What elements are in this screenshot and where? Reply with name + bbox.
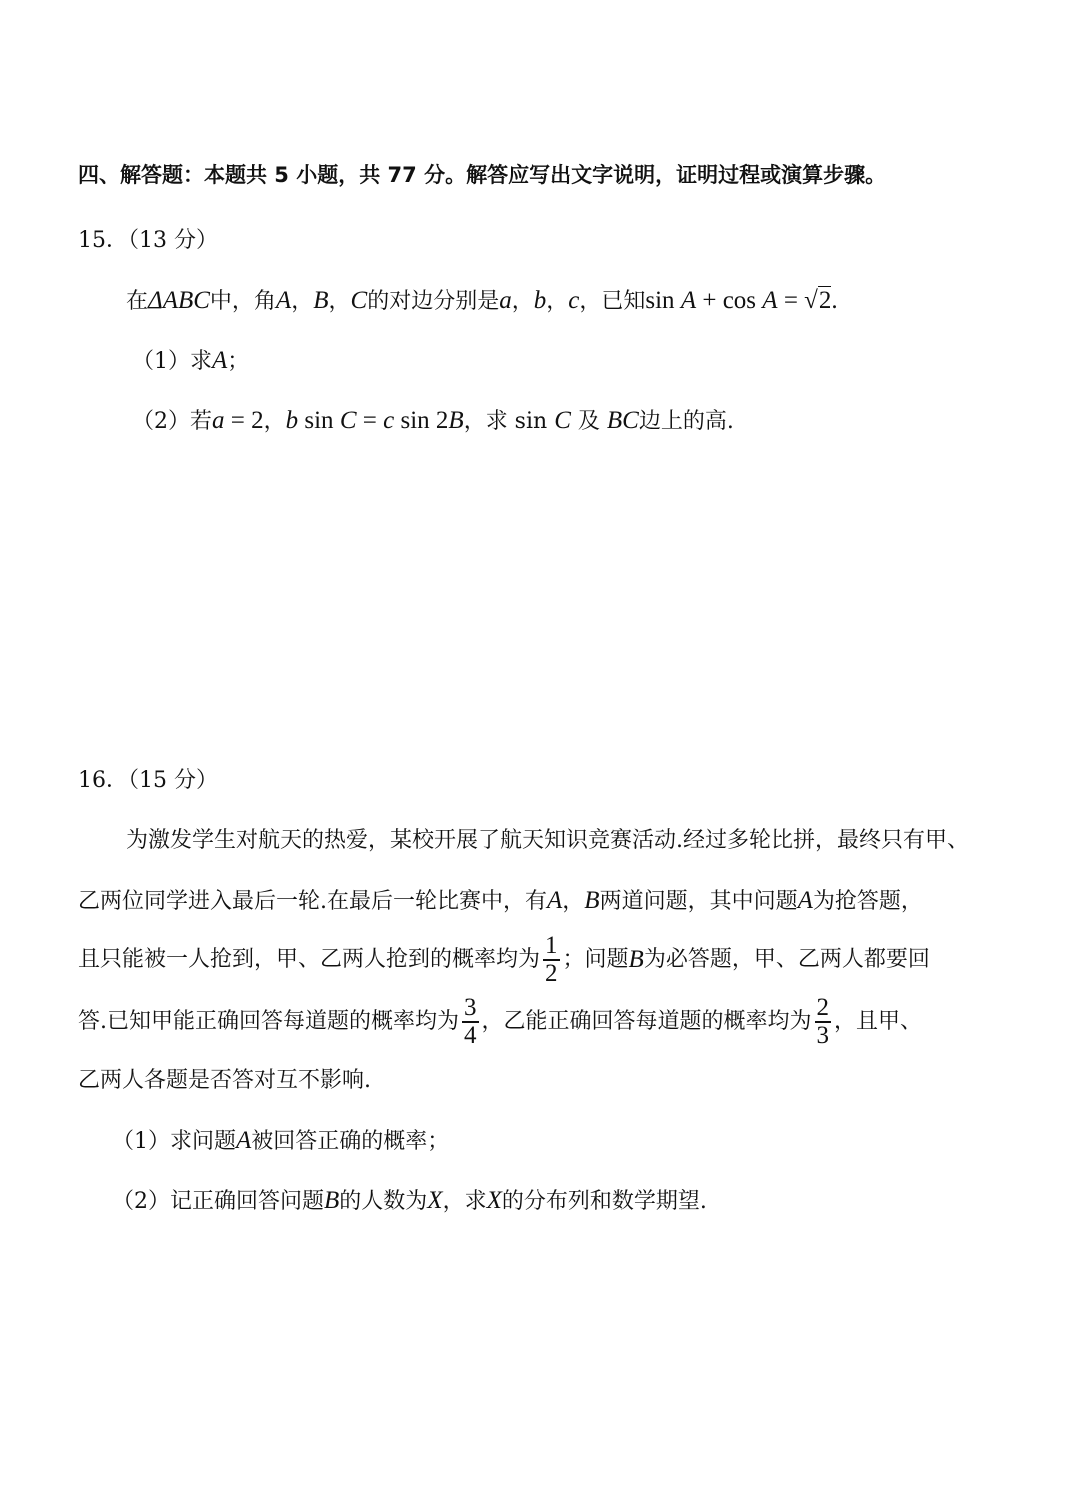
q15-part2-end: 边上的高. — [638, 409, 734, 434]
q15-sep: ， — [328, 289, 351, 314]
fraction-numerator: 1 — [545, 932, 558, 959]
q15-part2-B: B — [448, 407, 464, 434]
q15-triangle: ΔABC — [148, 287, 210, 314]
q15-var-b: b — [533, 287, 547, 314]
q16-text: 且只能被一人抢到，甲、乙两人抢到的概率均为 — [78, 947, 541, 972]
sqrt-sign: √ — [804, 287, 818, 314]
q16-part2-X: X — [427, 1187, 443, 1214]
q15-eq-cos: + cos — [696, 287, 757, 314]
q16-text: ，且甲、 — [834, 1009, 923, 1034]
q15-eq-sin: sin — [645, 287, 675, 314]
q16-text: 为抢答题， — [812, 889, 923, 914]
q15-part1-A: A — [212, 347, 228, 374]
q15-eq-A: A — [762, 287, 778, 314]
sqrt-radicand: 2 — [818, 287, 832, 314]
q15-part2-BC: BC — [606, 407, 639, 434]
q16-part2-text: 的人数为 — [339, 1189, 428, 1214]
q15-part2 — [132, 406, 734, 437]
q16-var-B: B — [584, 887, 600, 914]
q15-part2-eq1: = 2 — [224, 407, 264, 434]
fraction-numerator: 2 — [816, 994, 830, 1021]
q15-part2-a: a — [212, 407, 225, 434]
q15-part2-label: （2）若 — [132, 409, 212, 434]
q15-part2-ask: ，求 sin — [463, 409, 548, 434]
q15-part2-sin: sin — [298, 407, 334, 434]
q15-eq-period: . — [831, 287, 838, 314]
q15-stem-text: 在 — [126, 289, 149, 314]
q15-part2-equals: = — [356, 407, 384, 434]
q16-text: 乙两位同学进入最后一轮.在最后一轮比赛中，有 — [78, 889, 547, 914]
q16-line5: 乙两人各题是否答对互不影响. — [78, 1068, 371, 1093]
q15-eq-equals: = — [777, 287, 805, 314]
q16-part2-X: X — [486, 1187, 502, 1214]
q15-equation — [645, 286, 837, 314]
q16-part2-text: ，求 — [442, 1189, 487, 1214]
q15-stem-text: ，已知 — [579, 289, 646, 314]
q15-var-A: A — [275, 287, 292, 314]
q15-part1-end: ； — [227, 349, 250, 374]
q16-text: 为必答题，甲、乙两人都要回 — [643, 947, 930, 972]
fraction-denominator: 4 — [464, 1022, 477, 1049]
q15-var-c: c — [568, 287, 580, 314]
q15-eq-A: A — [680, 287, 697, 314]
fraction-denominator: 2 — [545, 960, 558, 987]
q15-sep: ， — [546, 289, 569, 314]
q15-stem-text: 的对边分别是 — [367, 289, 500, 314]
q15-stem — [126, 286, 838, 317]
fraction-two-thirds — [815, 995, 832, 1049]
q16-text: 两道问题，其中问题 — [599, 889, 798, 914]
fraction-denominator: 3 — [816, 1022, 830, 1049]
q16-line4 — [78, 992, 922, 1052]
q15-var-C: C — [350, 287, 368, 314]
q15-part2-C: C — [339, 407, 357, 434]
q15-part2-b: b — [285, 407, 299, 434]
section-header: 四、解答题：本题共 5 小题，共 77 分。解答应写出文字说明，证明过程或演算步骤。 — [78, 163, 887, 187]
q15-part2-math — [212, 407, 264, 434]
q15-sep: ， — [511, 289, 534, 314]
q16-line2 — [78, 886, 923, 917]
q16-part2-text: 的分布列和数学期望. — [501, 1189, 707, 1214]
q16-part1 — [112, 1126, 449, 1157]
q16-sep: ， — [562, 889, 585, 914]
q15-part2-ji: 及 — [570, 409, 607, 434]
q16-var-A: A — [797, 887, 813, 914]
fraction-three-quarters — [462, 995, 479, 1049]
q16-var-A: A — [547, 887, 563, 914]
q15-part2-c: c — [383, 407, 395, 434]
q16-part1-text: （1）求问题 — [112, 1129, 236, 1154]
q16-part2-text: （2）记正确回答问题 — [112, 1189, 324, 1214]
q15-var-B: B — [313, 287, 329, 314]
fraction-numerator: 3 — [464, 994, 477, 1021]
q15-sep: ， — [291, 289, 314, 314]
fraction-one-half — [543, 933, 560, 987]
q15-stem-text: 中，角 — [209, 289, 276, 314]
q16-part2-B: B — [324, 1187, 340, 1214]
q16-part2 — [112, 1186, 707, 1217]
q15-var-a: a — [499, 287, 512, 314]
q15-part1 — [132, 346, 249, 377]
q15-part2-comma: ， — [263, 409, 286, 434]
sqrt-symbol — [804, 286, 831, 314]
q16-part1-text: 被回答正确的概率； — [251, 1129, 450, 1154]
q15-part2-sin2: sin 2 — [394, 407, 449, 434]
q16-line3 — [78, 930, 930, 990]
q16-text: ，乙能正确回答每道题的概率均为 — [481, 1009, 812, 1034]
q15-number: 15．（13 分） — [78, 228, 218, 253]
q16-line1: 为激发学生对航天的热爱，某校开展了航天知识竞赛活动.经过多轮比拼，最终只有甲、 — [126, 828, 969, 853]
q16-var-B: B — [628, 946, 644, 973]
q15-part2-relation — [286, 407, 464, 434]
q15-part1-label: （1）求 — [132, 349, 212, 374]
q15-part2-C2: C — [554, 407, 571, 434]
q16-text: 答.已知甲能正确回答每道题的概率均为 — [78, 1009, 459, 1034]
q16-number: 16．（15 分） — [78, 768, 218, 793]
q16-text: ；问题 — [562, 947, 629, 972]
q16-part1-A: A — [236, 1127, 252, 1154]
